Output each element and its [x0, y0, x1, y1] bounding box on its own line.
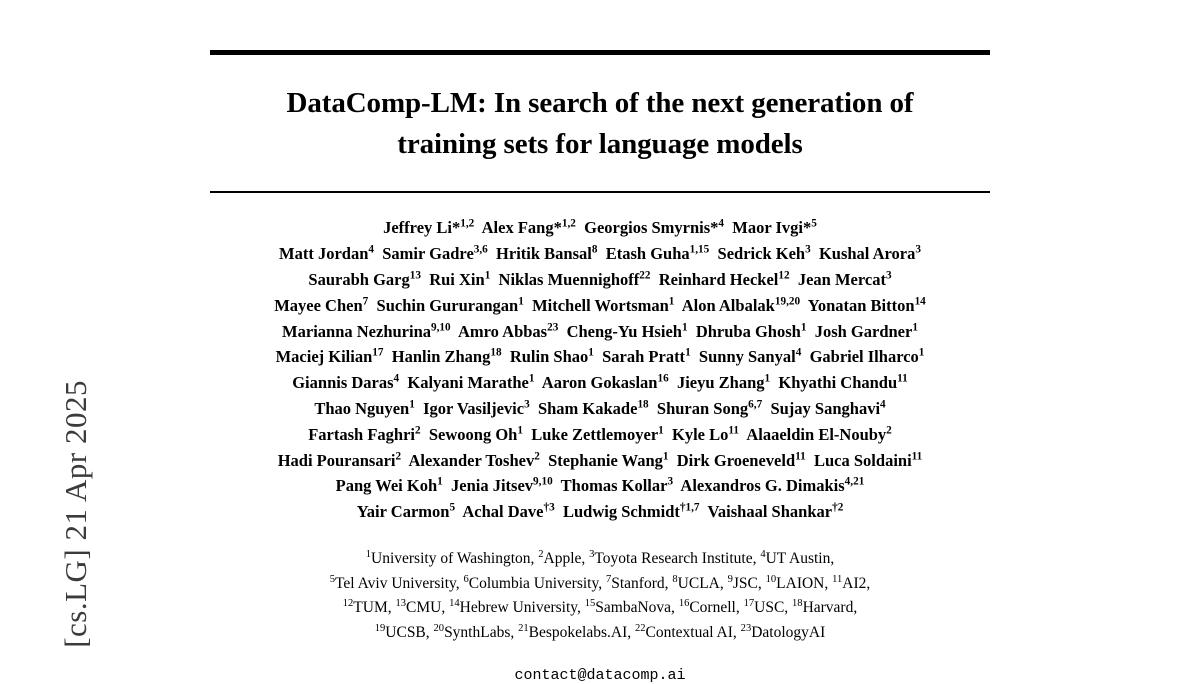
page-title-line2: training sets for language models [397, 128, 803, 161]
affiliation-name: Stanford, [611, 574, 669, 592]
affiliation-name: SambaNova, [595, 599, 675, 617]
author-line [210, 370, 990, 396]
affiliation-marker: 20 [433, 622, 445, 634]
affiliation-name: Harvard, [802, 599, 858, 617]
affiliation-name: Toyota Research Institute, [594, 550, 757, 568]
author-affiliation-marker: 2 [886, 424, 892, 437]
arxiv-stamp [16, 0, 136, 648]
author-affiliation-marker: 1,2 [561, 217, 576, 230]
author-line [210, 396, 990, 422]
author-name: Ludwig Schmidt [562, 502, 680, 522]
author-affiliation-marker: 1 [409, 398, 415, 411]
affiliation-name: Contextual AI, [645, 623, 737, 641]
author-name: Achal Dave [462, 502, 544, 522]
affiliation-name: LAION, [776, 574, 829, 592]
affiliation-marker: 9 [727, 573, 733, 585]
author-name: Mitchell Wortsman [532, 295, 669, 315]
author-affiliation-marker: 9,10 [533, 475, 553, 488]
affiliation-line [210, 547, 990, 571]
author-affiliation-marker: 12 [778, 269, 790, 282]
author-affiliation-marker: 4,21 [844, 475, 865, 488]
author-name: Jeffrey Li* [383, 218, 461, 238]
author-affiliation-marker: 16 [657, 372, 669, 385]
author-name: Matt Jordan [279, 244, 369, 264]
author-name: Gabriel Ilharco [809, 347, 919, 367]
arxiv-stamp-text: [cs.LG] 21 Apr 2025 [58, 380, 93, 648]
author-affiliation-marker: 1 [800, 321, 807, 334]
affiliation-marker: 2 [538, 548, 544, 560]
author-affiliation-marker: 11 [728, 424, 739, 437]
affiliation-marker: 19 [374, 622, 386, 634]
author-affiliation-marker: 1 [912, 321, 918, 334]
author-list [210, 215, 990, 525]
paper-header [210, 0, 990, 684]
author-affiliation-marker: 11 [897, 372, 908, 385]
author-name: Sujay Sanghavi [770, 399, 881, 419]
author-name: Luke Zettlemoyer [531, 424, 659, 444]
author-affiliation-marker: †1,7 [679, 501, 700, 514]
author-affiliation-marker: 11 [911, 450, 923, 463]
author-name: Alaaeldin El-Nouby [746, 424, 887, 444]
affiliation-name: SynthLabs, [444, 623, 515, 641]
top-rule [210, 50, 990, 55]
affiliation-marker: 17 [743, 597, 755, 609]
affiliation-line [210, 596, 990, 620]
author-affiliation-marker: 1,2 [460, 217, 475, 230]
affiliation-name: Tel Aviv University, [335, 574, 460, 592]
affiliation-name: UCLA, [677, 574, 724, 592]
affiliation-name: AI2, [842, 574, 871, 592]
author-line [210, 499, 990, 525]
author-name: Thao Nguyen [314, 399, 410, 419]
affiliation-name: Apple, [543, 550, 586, 568]
author-affiliation-marker: 18 [490, 346, 502, 359]
affiliation-marker: 13 [395, 597, 407, 609]
author-name: Yair Carmon [356, 502, 450, 522]
affiliation-marker: 6 [463, 573, 469, 585]
author-affiliation-marker: 2 [395, 450, 402, 463]
affiliation-name: UCSB, [385, 623, 430, 641]
author-name: Vaishaal Shankar [707, 502, 833, 522]
affiliation-marker: 8 [672, 573, 678, 585]
author-name: Amro Abbas [458, 321, 548, 341]
author-line [210, 473, 990, 499]
affiliation-name: CMU, [406, 599, 446, 617]
affiliation-name: University of Washington, [371, 550, 535, 568]
author-affiliation-marker: 1,15 [689, 243, 710, 256]
affiliation-marker: 11 [832, 573, 843, 585]
author-name: Etash Guha [605, 244, 690, 264]
author-name: Khyathi Chandu [778, 373, 898, 393]
author-name: Reinhard Heckel [658, 269, 779, 289]
author-name: Marianna Nezhurina [282, 321, 432, 341]
author-name: Luca Soldaini [814, 450, 912, 470]
affiliation-marker: 4 [760, 548, 766, 560]
author-name: Sewoong Oh [428, 424, 518, 444]
author-name: Shuran Song [656, 399, 749, 419]
author-affiliation-marker: 1 [764, 372, 771, 385]
author-line [210, 319, 990, 345]
affiliation-marker: 16 [678, 597, 690, 609]
affiliation-marker: 21 [518, 622, 529, 634]
author-affiliation-marker: 3 [805, 243, 811, 256]
affiliation-name: TUM, [353, 599, 392, 617]
affiliation-name: DatologyAI [751, 623, 826, 641]
author-affiliation-marker: 3 [885, 269, 892, 282]
author-name: Hadi Pouransari [277, 450, 396, 470]
author-name: Georgios Smyrnis* [584, 218, 719, 238]
author-name: Rulin Shao [509, 347, 589, 367]
affiliation-marker: 3 [589, 548, 595, 560]
author-affiliation-marker: 4 [795, 346, 802, 359]
author-affiliation-marker: 6,7 [748, 398, 763, 411]
author-line [210, 422, 990, 448]
author-name: Stephanie Wang [548, 450, 663, 470]
author-name: Hanlin Zhang [391, 347, 491, 367]
author-line [210, 241, 990, 267]
author-name: Sham Kakade [537, 399, 638, 419]
affiliation-list [210, 547, 990, 645]
author-affiliation-marker: 13 [409, 269, 421, 282]
author-line [210, 215, 990, 241]
author-affiliation-marker: 1 [528, 372, 535, 385]
author-name: Suchin Gururangan [376, 295, 519, 315]
affiliation-name: Hebrew University, [459, 599, 581, 617]
author-affiliation-marker: 17 [372, 346, 384, 359]
author-name: Rui Xin [429, 269, 485, 289]
author-line [210, 448, 990, 474]
author-name: Alex Fang* [481, 218, 562, 238]
author-affiliation-marker: 18 [637, 398, 649, 411]
author-name: Maor Ivgi* [732, 218, 812, 238]
author-name: Sarah Pratt [602, 347, 686, 367]
author-name: Yonatan Bitton [807, 295, 915, 315]
author-affiliation-marker: 1 [681, 321, 688, 334]
author-affiliation-marker: †2 [832, 501, 844, 514]
author-name: Jenia Jitsev [451, 476, 534, 496]
author-name: Hritik Bansal [496, 244, 592, 264]
contact-email: contact@datacomp.ai [514, 667, 686, 684]
page-title [210, 83, 990, 165]
author-name: Maciej Kilian [275, 347, 373, 367]
author-affiliation-marker: 4 [393, 372, 400, 385]
affiliation-marker: 7 [605, 573, 612, 585]
affiliation-name: USC, [754, 599, 789, 617]
author-affiliation-marker: †3 [543, 501, 555, 514]
author-name: Dhruba Ghosh [695, 321, 801, 341]
author-affiliation-marker: 4 [718, 217, 725, 230]
affiliation-marker: 22 [634, 622, 646, 634]
affiliation-marker: 23 [740, 622, 752, 634]
author-name: Niklas Muennighoff [498, 269, 640, 289]
author-affiliation-marker: 1 [517, 424, 523, 437]
affiliation-name: JSC, [732, 574, 762, 592]
affiliation-line [210, 572, 990, 596]
author-affiliation-marker: 23 [547, 321, 559, 334]
author-name: Alon Albalak [681, 295, 775, 315]
page-title-line1: DataComp-LM: In search of the next generation of [286, 87, 914, 119]
author-affiliation-marker: 4 [880, 398, 886, 411]
affiliation-line [210, 621, 990, 645]
author-affiliation-marker: 3 [524, 398, 530, 411]
author-affiliation-marker: 1 [685, 346, 691, 359]
author-affiliation-marker: 5 [811, 217, 817, 230]
author-affiliation-marker: 1 [588, 346, 594, 359]
affiliation-marker: 14 [449, 597, 460, 609]
author-affiliation-marker: 4 [368, 243, 374, 256]
author-name: Saurabh Garg [308, 269, 410, 289]
bottom-rule [210, 191, 990, 193]
author-name: Cheng-Yu Hsieh [566, 321, 682, 341]
affiliation-marker: 1 [365, 548, 372, 560]
affiliation-marker: 18 [792, 597, 803, 609]
author-name: Aaron Gokaslan [541, 373, 658, 393]
author-affiliation-marker: 1 [437, 475, 443, 488]
author-name: Alexander Toshev [408, 450, 535, 470]
author-line [210, 267, 990, 293]
author-name: Jean Mercat [797, 269, 886, 289]
author-name: Thomas Kollar [560, 476, 668, 496]
affiliation-name: Columbia University, [468, 574, 603, 592]
author-affiliation-marker: 1 [484, 269, 491, 282]
author-name: Kyle Lo [672, 424, 729, 444]
affiliation-marker: 15 [584, 597, 596, 609]
author-name: Kalyani Marathe [407, 373, 529, 393]
author-affiliation-marker: 1 [668, 295, 675, 308]
affiliation-name: Cornell, [689, 599, 740, 617]
author-affiliation-marker: 22 [639, 269, 651, 282]
author-name: Samir Gadre [382, 244, 474, 264]
author-name: Sunny Sanyal [698, 347, 796, 367]
author-affiliation-marker: 7 [362, 295, 369, 308]
author-affiliation-marker: 8 [591, 243, 598, 256]
author-name: Igor Vasiljevic [423, 399, 525, 419]
author-name: Dirk Groeneveld [676, 450, 796, 470]
author-affiliation-marker: 1 [662, 450, 669, 463]
author-affiliation-marker: 1 [658, 424, 664, 437]
author-affiliation-marker: 19,20 [774, 295, 801, 308]
author-name: Jieyu Zhang [676, 373, 765, 393]
author-name: Pang Wei Koh [335, 476, 438, 496]
affiliation-marker: 10 [765, 573, 777, 585]
author-line [210, 344, 990, 370]
affiliation-name: UT Austin, [765, 550, 835, 568]
author-affiliation-marker: 11 [795, 450, 806, 463]
author-affiliation-marker: 3,6 [473, 243, 488, 256]
author-name: Josh Gardner [814, 321, 913, 341]
author-affiliation-marker: 5 [449, 501, 456, 514]
author-line [210, 293, 990, 319]
author-affiliation-marker: 2 [534, 450, 540, 463]
author-affiliation-marker: 9,10 [431, 321, 451, 334]
author-affiliation-marker: 2 [415, 424, 421, 437]
author-name: Giannis Daras [292, 373, 394, 393]
author-affiliation-marker: 1 [918, 346, 925, 359]
affiliation-marker: 12 [342, 597, 354, 609]
author-name: Kushal Arora [818, 244, 916, 264]
author-name: Sedrick Keh [717, 244, 806, 264]
author-affiliation-marker: 3 [667, 475, 674, 488]
author-name: Mayee Chen [274, 295, 363, 315]
author-affiliation-marker: 3 [915, 243, 921, 256]
affiliation-name: Bespokelabs.AI, [528, 623, 632, 641]
author-name: Alexandros G. Dimakis [680, 476, 845, 496]
author-affiliation-marker: 1 [518, 295, 524, 308]
author-name: Fartash Faghri [308, 424, 416, 444]
affiliation-marker: 5 [329, 573, 336, 585]
author-affiliation-marker: 14 [914, 295, 926, 308]
